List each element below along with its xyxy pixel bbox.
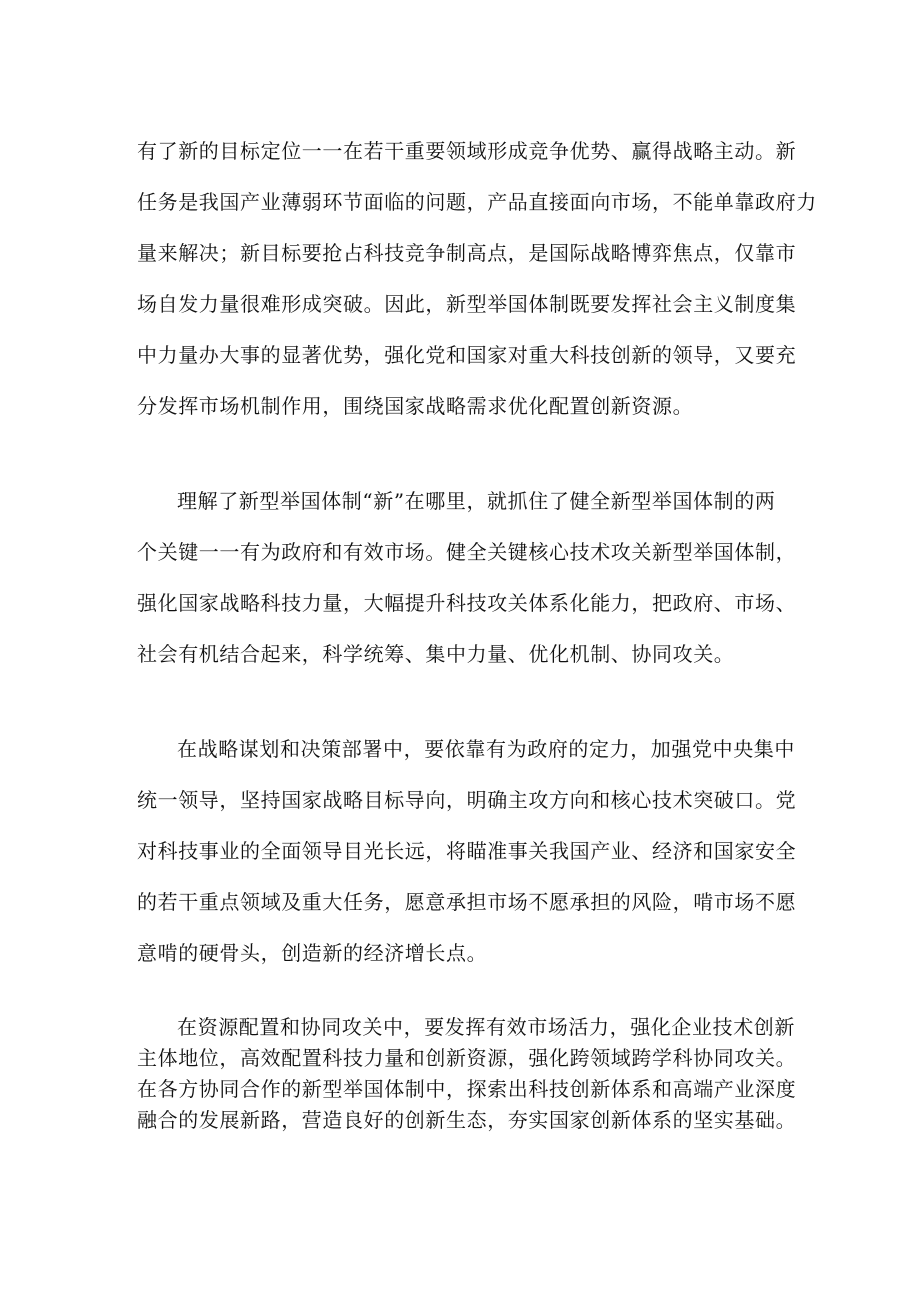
text-line: 有了新的目标定位一一在若干重要领域形成竞争优势、赢得战略主动。新: [137, 139, 797, 163]
text-line: 融合的发展新路，营造良好的创新生态，夯实国家创新体系的坚实基础。: [137, 1108, 797, 1132]
text-line: 个关键一一有为政府和有效市场。健全关键核心技术攻关新型举国体制，: [137, 540, 797, 564]
text-line: 社会有机结合起来，科学统筹、集中力量、优化机制、协同攻关。: [137, 642, 735, 666]
text-line: 意啃的硬骨头，创造新的经济增长点。: [137, 941, 488, 965]
text-line: 对科技事业的全面领导目光长远，将瞄准事关我国产业、经济和国家安全: [137, 839, 797, 863]
paragraph-4: [137, 1012, 797, 1136]
text-line: 在战略谋划和决策部署中，要依靠有为政府的定力，加强党中央集中: [177, 737, 795, 761]
text-line: 分发挥市场机制作用，围绕国家战略需求优化配置创新资源。: [137, 394, 694, 418]
paragraph-2: [137, 476, 797, 680]
text-line: 理解了新型举国体制“新”在哪里，就抓住了健全新型举国体制的两: [177, 489, 776, 513]
text-line: 在各方协同合作的新型举国体制中，探索出科技创新体系和高端产业深度: [137, 1077, 797, 1101]
text-line: 主体地位，高效配置科技力量和创新资源，强化跨领域跨学科协同攻关。: [137, 1046, 797, 1070]
text-line: 强化国家战略科技力量，大幅提升科技攻关体系化能力，把政府、市场、: [137, 591, 797, 615]
text-line: 的若干重点领域及重大任务，愿意承担市场不愿承担的风险，啃市场不愿: [137, 890, 797, 914]
text-line: 中力量办大事的显著优势，强化党和国家对重大科技创新的领导，又要充: [137, 343, 797, 367]
paragraph-1: [137, 126, 817, 432]
text-line: 统一领导，坚持国家战略目标导向，明确主攻方向和核心技术突破口。党: [137, 788, 797, 812]
text-line: 在资源配置和协同攻关中，要发挥有效市场活力，强化企业技术创新: [177, 1015, 795, 1039]
text-line: 任务是我国产业薄弱环节面临的问题，产品直接面向市场，不能单靠政府力: [137, 190, 817, 214]
text-line: 量来解决；新目标要抢占科技竞争制高点，是国际战略博弈焦点，仅靠市: [137, 241, 797, 265]
paragraph-3: [137, 724, 797, 979]
text-line: 场自发力量很难形成突破。因此，新型举国体制既要发挥社会主义制度集: [137, 292, 797, 316]
